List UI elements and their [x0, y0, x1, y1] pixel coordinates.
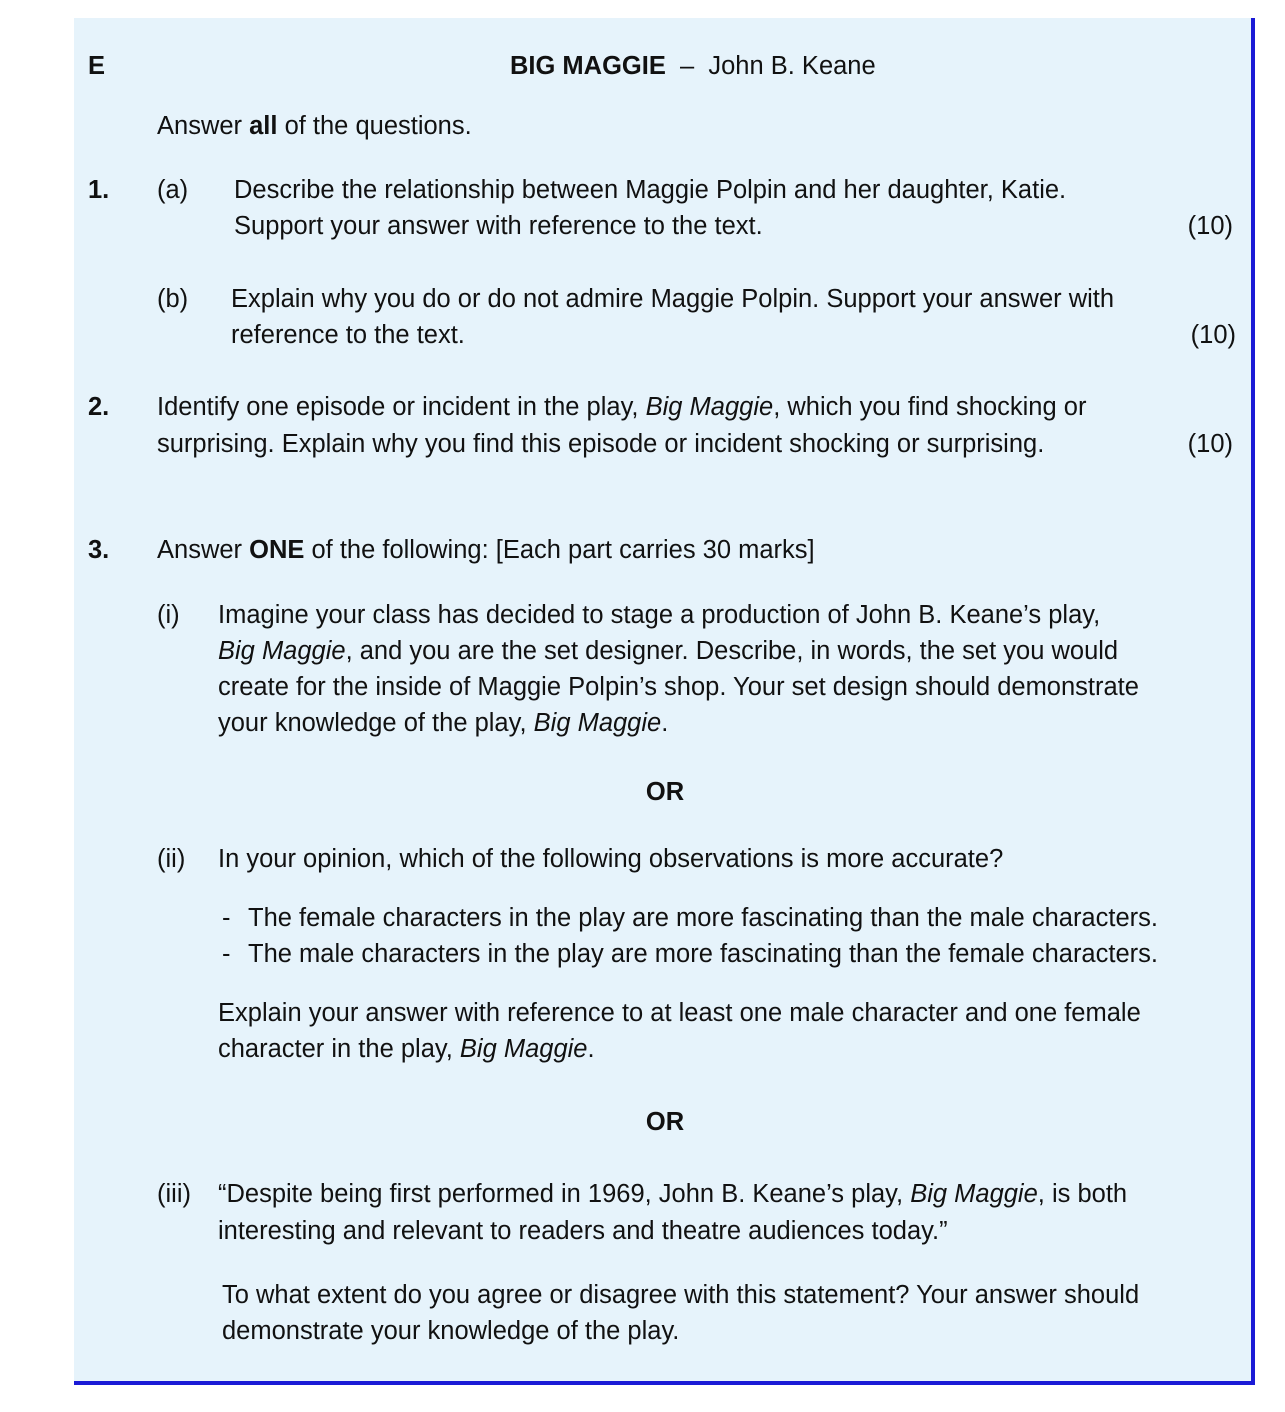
section-letter: E	[88, 52, 106, 80]
q2-marks: (10)	[1187, 430, 1233, 458]
q2-line2: surprising. Explain why you find this episode or incident shocking or surprising.	[157, 430, 1045, 458]
q3iii-line2: interesting and relevant to readers and theatre audiences today.”	[218, 1217, 948, 1245]
q3ii-explain-line1: Explain your answer with reference to at least one male character and one female	[218, 999, 1141, 1027]
q3ii-explain-end: .	[587, 1035, 595, 1063]
q2-play-title: Big Maggie	[645, 393, 774, 421]
play-title: BIG MAGGIE	[510, 52, 666, 80]
instructions	[157, 108, 472, 144]
q3i-line4-text: your knowledge of the play,	[218, 709, 534, 737]
instr-text-end: of the questions.	[277, 112, 472, 140]
q3i-line4-end: .	[661, 709, 669, 737]
q3ii-play-title: Big Maggie	[459, 1035, 588, 1063]
q3ii-line1: In your opinion, which of the following observations is more accurate?	[218, 845, 1004, 873]
q3iii-label: (iii)	[157, 1180, 191, 1208]
q3-number: 3.	[88, 536, 110, 564]
q2-text-end: , which you find shocking or	[773, 393, 1087, 421]
q3iii-play-title: Big Maggie	[910, 1180, 1038, 1208]
q2-line1	[157, 389, 1086, 425]
bullet-marker-1: -	[222, 904, 231, 932]
q2-number: 2.	[88, 393, 110, 421]
q1b-line1: Explain why you do or do not admire Maggie Polpin. Support your answer with	[231, 285, 1115, 313]
or-separator-2: OR	[645, 1108, 685, 1136]
instr-emphasis: all	[249, 112, 278, 140]
q3-intro-text-end: of the following: [Each part carries 30 marks]	[304, 536, 815, 564]
q3-intro-emphasis: ONE	[249, 536, 305, 564]
q3iii-quote-end: , is both	[1037, 1180, 1128, 1208]
q1a-marks: (10)	[1187, 212, 1233, 240]
q3i-line1: Imagine your class has decided to stage a production of John B. Keane’s play,	[218, 601, 1101, 629]
q3i-play-title: Big Maggie	[218, 637, 346, 665]
q3ii-label: (ii)	[157, 845, 186, 873]
q3iii-line4: demonstrate your knowledge of the play.	[222, 1317, 680, 1345]
q1a-label: (a)	[157, 176, 189, 204]
q1b-line2: reference to the text.	[231, 321, 465, 349]
author-name: John B. Keane	[708, 52, 876, 80]
q3i-line4-title: Big Maggie	[533, 709, 662, 737]
q3i-line2	[218, 633, 1118, 669]
instr-text: Answer	[157, 112, 250, 140]
q1b-marks: (10)	[1190, 321, 1236, 349]
q3i-line4	[218, 705, 668, 741]
q3i-label: (i)	[157, 601, 180, 629]
q3iii-quote-text: “Despite being first performed in 1969, John B. Keane’s play,	[218, 1180, 911, 1208]
bullet-marker-2: -	[222, 940, 231, 968]
q3ii-explain-text: character in the play,	[218, 1035, 460, 1063]
q2-text: Identify one episode or incident in the play,	[157, 393, 646, 421]
bullet-item-1: The female characters in the play are more fascinating than the male characters.	[248, 904, 1158, 932]
q3i-line3: create for the inside of Maggie Polpin’s shop. Your set design should demonstrate	[218, 673, 1139, 701]
title-dash: –	[680, 52, 695, 80]
q3-intro	[157, 532, 815, 568]
section-heading	[510, 48, 876, 84]
q1-number: 1.	[88, 176, 110, 204]
bullet-item-2: The male characters in the play are more fascinating than the female characters.	[248, 940, 1158, 968]
q3iii-line1	[218, 1176, 1127, 1212]
q3iii-line3: To what extent do you agree or disagree with this statement? Your answer should	[222, 1281, 1140, 1309]
q3ii-explain-line2	[218, 1031, 595, 1067]
q1a-line2: Support your answer with reference to the text.	[234, 212, 763, 240]
q1b-label: (b)	[157, 285, 189, 313]
q1a-line1: Describe the relationship between Maggie Polpin and her daughter, Katie.	[234, 176, 1067, 204]
or-separator-1: OR	[645, 778, 685, 806]
q3-intro-text: Answer	[157, 536, 250, 564]
q3i-line2-text: , and you are the set designer. Describe, in words, the set you would	[345, 637, 1119, 665]
